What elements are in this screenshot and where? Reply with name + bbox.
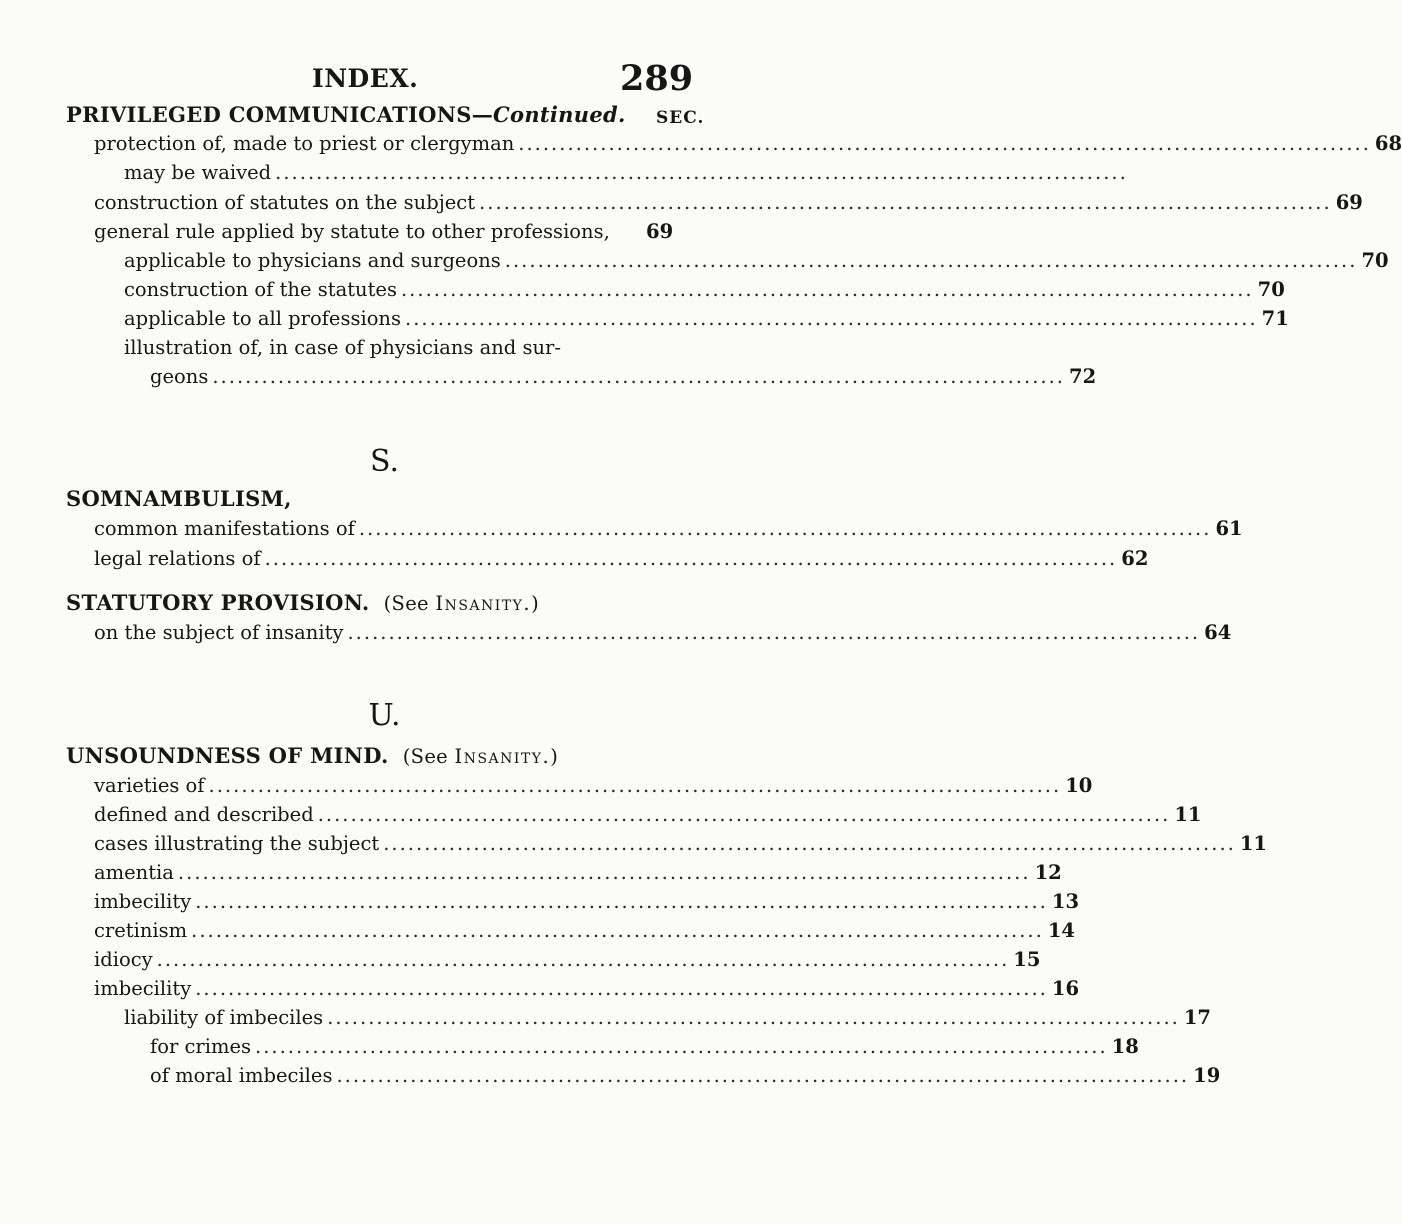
leader-dots: ........................................................................................................ <box>195 890 1048 913</box>
entry-section-number: 13 <box>1051 890 1080 913</box>
entry-section-number: 64 <box>1204 621 1232 644</box>
entry-heading-privileged-communications <box>66 100 626 130</box>
index-entry <box>124 246 1389 276</box>
entry-text: protection of, made to priest or clergyman <box>94 132 515 155</box>
entry-section-number: 14 <box>1047 919 1075 942</box>
entry-text: of moral imbeciles <box>150 1064 333 1087</box>
index-entry <box>124 1003 1211 1033</box>
leader-dots: ........................................................................................................ <box>177 861 1031 884</box>
index-entry <box>150 1061 1221 1091</box>
running-head-title: INDEX. <box>312 64 419 93</box>
entry-section-number: 11 <box>1174 803 1202 826</box>
entry-section-number: 69 <box>1335 191 1363 214</box>
leader-dots: ........................................................................................................ <box>400 278 1254 301</box>
entry-text: liability of imbeciles <box>124 1006 324 1029</box>
entry-section-number: 10 <box>1065 774 1093 797</box>
entry-text: construction of statutes on the subject <box>94 191 476 214</box>
entry-text: defined and described <box>94 803 314 826</box>
index-entry <box>150 1032 1139 1062</box>
entry-section-number: 61 <box>1215 517 1243 540</box>
entry-text: illustration of, in case of physicians and sur- <box>124 336 561 359</box>
entry-text: may be waived <box>124 161 272 184</box>
leader-dots: ........................................................................................................ <box>347 621 1201 644</box>
running-head <box>0 58 801 98</box>
cross-reference: (See Insanity.) <box>383 592 540 615</box>
index-entry <box>124 333 682 363</box>
index-entry <box>94 829 1267 859</box>
index-entry <box>94 974 1080 1004</box>
entry-section-number: 19 <box>1193 1064 1221 1087</box>
index-entry <box>94 217 682 247</box>
index-entry <box>94 771 1093 801</box>
index-entry <box>94 858 1062 888</box>
leader-dots: ........................................................................................................ <box>156 948 1010 971</box>
leader-dots: ........................................................................................................ <box>317 803 1171 826</box>
leader-dots: ........................................................................................................ <box>504 249 1358 272</box>
leader-dots: ........................................................................................................ <box>336 1064 1190 1087</box>
entry-text: imbecility <box>94 890 192 913</box>
heading-text: UNSOUNDNESS OF MIND. <box>66 743 389 768</box>
entry-text: cretinism <box>94 919 188 942</box>
index-entry <box>124 275 1285 305</box>
entry-text: amentia <box>94 861 174 884</box>
leader-dots: ........................................................................................................ <box>212 365 1065 388</box>
entry-section-number: 12 <box>1034 861 1062 884</box>
entry-section-number: 70 <box>1361 249 1389 272</box>
entry-section-number: 71 <box>1261 307 1289 330</box>
entry-text: legal relations of <box>94 547 261 570</box>
leader-dots: ........................................................................................................ <box>191 919 1044 942</box>
entry-section-number: 17 <box>1183 1006 1211 1029</box>
leader-dots: ........................................................................................................ <box>264 547 1118 570</box>
entry-text: applicable to physicians and surgeons <box>124 249 501 272</box>
entry-section-number: 62 <box>1121 547 1149 570</box>
entry-heading-unsoundness-of-mind <box>66 741 558 771</box>
leader-dots: ........................................................................................................ <box>358 517 1212 540</box>
entry-text: common manifestations of <box>94 517 355 540</box>
entry-text: varieties of <box>94 774 205 797</box>
sec-column-label: SEC. <box>656 108 705 128</box>
entry-section-number: 68 <box>1374 132 1402 155</box>
entry-text: applicable to all professions <box>124 307 401 330</box>
index-entry <box>94 544 1149 574</box>
letter-divider-s: S. <box>369 444 400 479</box>
entry-section-number: 18 <box>1111 1035 1139 1058</box>
entry-section-number: 70 <box>1257 278 1285 301</box>
entry-text: geons <box>150 365 209 388</box>
entry-section-number: 11 <box>1239 832 1267 855</box>
heading-text: STATUTORY PROVISION. <box>66 590 370 615</box>
page-number: 289 <box>620 58 694 99</box>
index-entry <box>124 304 1289 334</box>
entry-text: construction of the statutes <box>124 278 397 301</box>
entry-section-number: 69 <box>646 220 674 243</box>
index-entry <box>94 945 1041 975</box>
leader-dots: ........................................................................................................ <box>255 1035 1108 1058</box>
index-entry <box>150 362 1097 392</box>
entry-text: imbecility <box>94 977 192 1000</box>
entry-section-number: 15 <box>1013 948 1041 971</box>
entry-text: for crimes <box>150 1035 251 1058</box>
heading-continued: Continued. <box>493 102 626 127</box>
leader-dots: ........................................................................................................ <box>275 161 1128 184</box>
index-entry <box>94 188 1363 218</box>
cross-reference: (See Insanity.) <box>402 745 559 768</box>
entry-section-number: 16 <box>1051 977 1080 1000</box>
index-entry <box>94 800 1202 830</box>
leader-dots: ........................................................................................................ <box>479 191 1332 214</box>
index-entry <box>94 129 1402 159</box>
leader-dots: ........................................................................................................ <box>383 832 1236 855</box>
entry-heading-somnambulism: SOMNAMBULISM, <box>66 486 292 511</box>
index-entry <box>94 514 1243 544</box>
entry-section-number: 72 <box>1069 365 1097 388</box>
entry-text: idiocy <box>94 948 153 971</box>
letter-divider-u: U. <box>368 698 401 733</box>
entry-text: general rule applied by statute to other professions, <box>94 220 610 243</box>
leader-dots: ........................................................................................................ <box>405 307 1258 330</box>
entry-text: cases illustrating the subject <box>94 832 380 855</box>
index-entry <box>94 887 1080 917</box>
heading-text: PRIVILEGED COMMUNICATIONS— <box>66 102 494 127</box>
index-entry <box>94 618 1232 648</box>
leader-dots: ........................................................................................................ <box>518 132 1371 155</box>
leader-dots: ........................................................................................................ <box>208 774 1062 797</box>
index-entry <box>124 158 1128 188</box>
leader-dots: ........................................................................................................ <box>327 1006 1180 1029</box>
entry-text: on the subject of insanity <box>94 621 344 644</box>
entry-heading-statutory-provision <box>66 588 539 618</box>
leader-dots: ........................................................................................................ <box>195 977 1048 1000</box>
index-entry <box>94 916 1075 946</box>
